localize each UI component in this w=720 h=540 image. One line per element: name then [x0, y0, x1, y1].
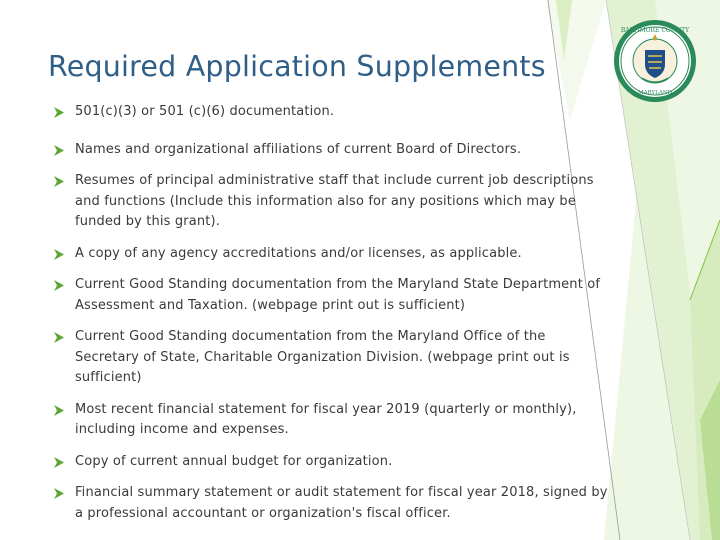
list-item-text: Current Good Standing documentation from the Maryland Office of the Secretary of State, Charitable Organization Division. (webpage print out is sufficient) — [75, 329, 570, 385]
seal-ring-top-text: BALTIMORE COUNTY — [620, 27, 690, 34]
list-item-text: Financial summary statement or audit statement for fiscal year 2018, signed by a professional accountant or organization's fiscal officer. — [75, 485, 608, 521]
arrow-bullet-icon — [54, 488, 64, 499]
list-item — [48, 102, 608, 123]
arrow-bullet-icon — [54, 280, 64, 291]
list-item — [48, 400, 608, 441]
list-item — [48, 244, 608, 265]
list-item — [48, 140, 608, 161]
arrow-bullet-icon — [54, 145, 64, 156]
arrow-bullet-icon — [54, 176, 64, 187]
seal-ring-bottom-text: MARYLAND — [637, 90, 673, 96]
county-seal-logo — [612, 18, 698, 104]
list-item — [48, 171, 608, 233]
list-item — [48, 327, 608, 389]
arrow-bullet-icon — [54, 249, 64, 260]
list-item-text: Copy of current annual budget for organization. — [75, 453, 393, 469]
list-item-text: Most recent financial statement for fiscal year 2019 (quarterly or monthly), including income and expenses. — [75, 401, 577, 437]
list-item-text: Resumes of principal administrative staff that include current job descriptions and functions (Include this information also for any positions which may be funded by this grant). — [75, 173, 594, 229]
arrow-bullet-icon — [54, 332, 64, 343]
list-item-text: 501(c)(3) or 501 (c)(6) documentation. — [75, 104, 335, 119]
supplements-list — [48, 96, 608, 524]
list-item — [48, 483, 608, 524]
list-item — [48, 452, 608, 473]
arrow-bullet-icon — [54, 107, 64, 118]
slide-title: Required Application Supplements — [48, 50, 546, 83]
list-item-text: Current Good Standing documentation from the Maryland State Department of Assessment and Taxation. (webpage print out is sufficient) — [75, 277, 601, 313]
arrow-bullet-icon — [54, 405, 64, 416]
arrow-bullet-icon — [54, 457, 64, 468]
list-item-text: Names and organizational affiliations of current Board of Directors. — [75, 141, 522, 157]
list-item-text: A copy of any agency accreditations and/or licenses, as applicable. — [75, 245, 522, 261]
list-item — [48, 275, 608, 316]
